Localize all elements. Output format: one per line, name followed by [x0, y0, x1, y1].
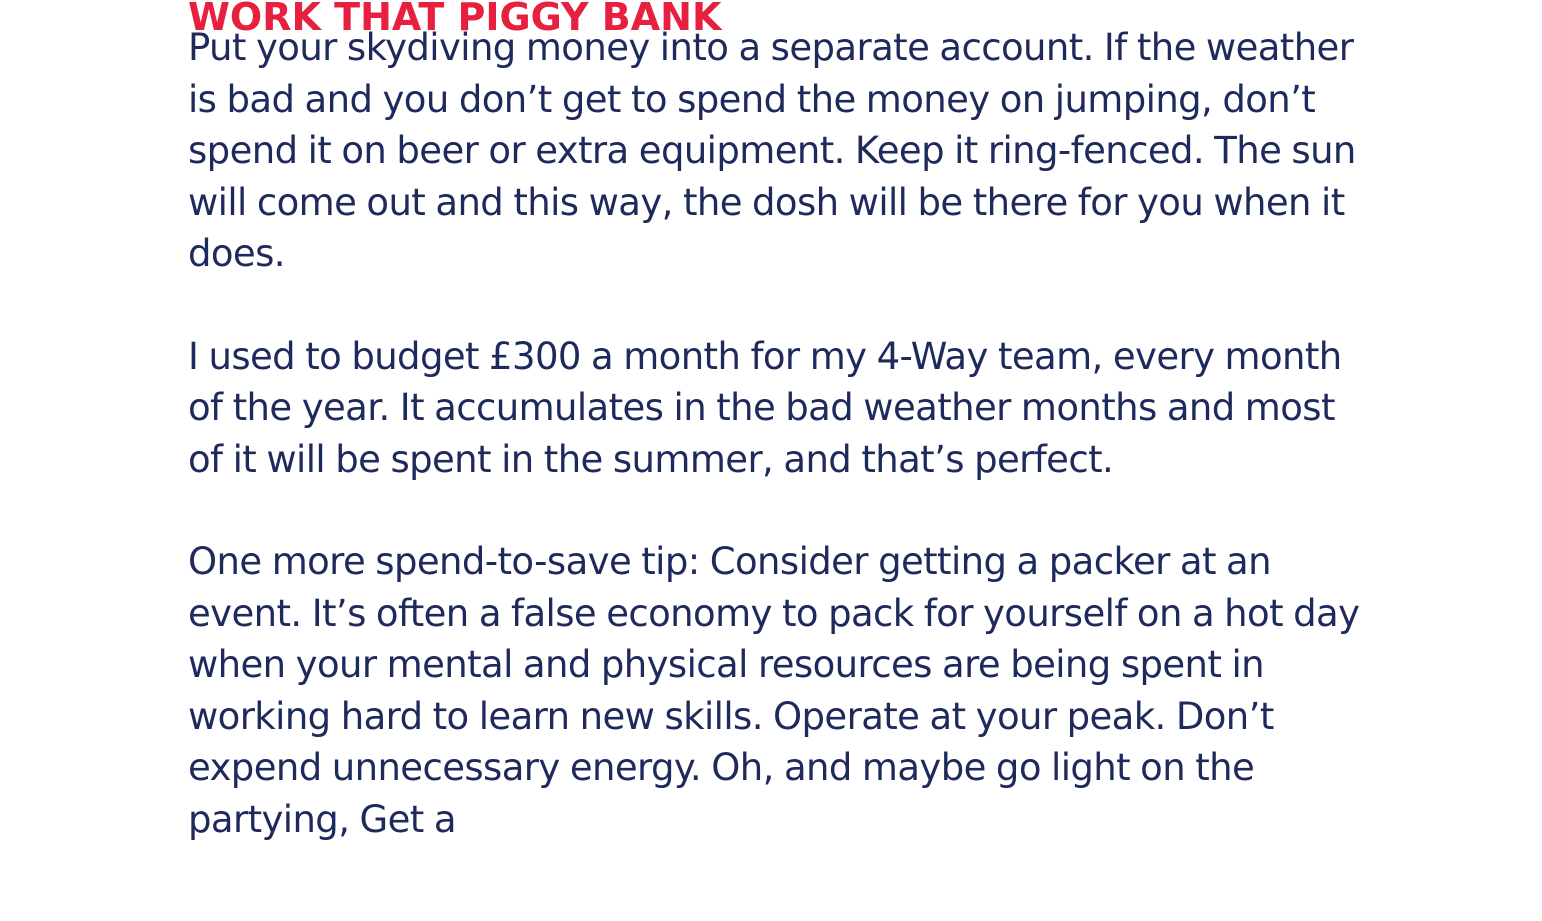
paragraph-packer-tip: One more spend-to-save tip: Consider getting a packer at an event. It’s often a false economy to pack for yourself on a hot day when your mental and physical resources are being spent in working hard to learn new skills. Operate at your peak. Don’t expend unnecessary energy. Oh, and maybe go light on the partying, Get a — [188, 540, 1360, 841]
article-section — [188, 0, 1363, 845]
section-heading: WORK THAT PIGGY BANK — [188, 0, 722, 39]
paragraph-separate-account: Put your skydiving money into a separate account. If the weather is bad and you don’t get to spend the money on jumping, don’t spend it on beer or extra equipment. Keep it ring-fenced. The sun will come out and this way, the dosh will be there for you when it does. — [188, 26, 1356, 275]
paragraph-monthly-budget: I used to budget £300 a month for my 4-Way team, every month of the year. It accumulates in the bad weather months and most of it will be spent in the summer, and that’s perfect. — [188, 334, 1342, 481]
